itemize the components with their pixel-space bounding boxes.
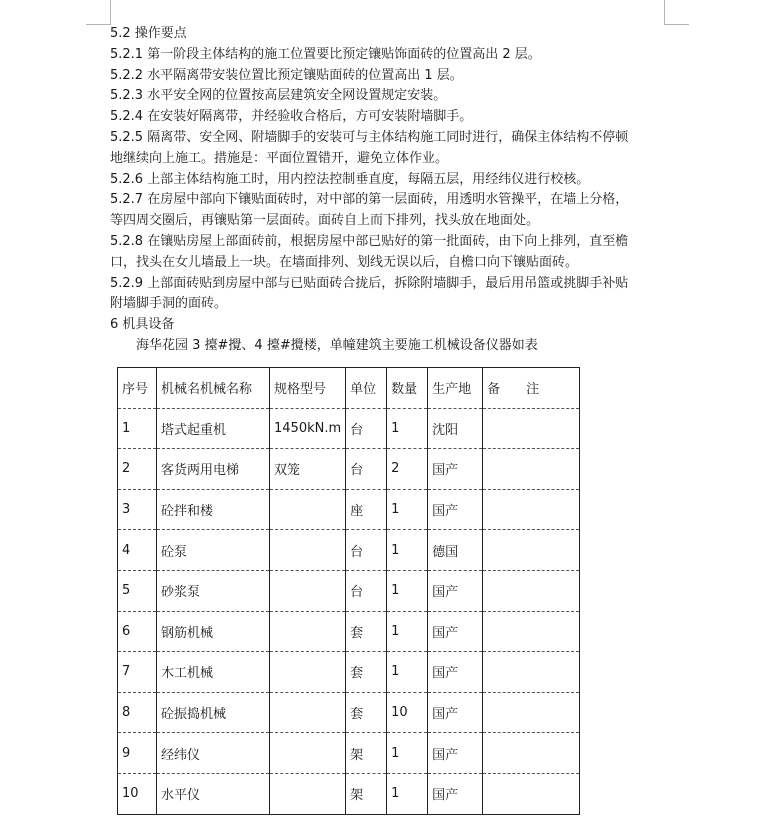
cell-name: 砼振捣机械 (157, 692, 270, 733)
cell-spec: 双笼 (270, 449, 346, 490)
cell-spec (270, 692, 346, 733)
header-cell-remark: 备 注 (483, 368, 580, 409)
table-row (118, 489, 580, 530)
table-row (118, 449, 580, 490)
cell-spec (270, 611, 346, 652)
header-cell-origin: 生产地 (428, 368, 483, 409)
cell-remark (483, 449, 580, 490)
cell-quantity: 1 (387, 408, 428, 449)
cell-name: 砼泵 (157, 530, 270, 571)
paragraph-line: 等四周交圈后，再镶贴第一层面砖。面砖自上而下排列，找头放在地面处。 (110, 213, 540, 229)
cell-quantity: 1 (387, 489, 428, 530)
cell-remark (483, 773, 580, 814)
cell-origin: 国产 (428, 611, 483, 652)
paragraph-line: 附墙脚手洞的面砖。 (110, 296, 228, 312)
table-row (118, 652, 580, 693)
cell-spec (270, 530, 346, 571)
cell-remark (483, 570, 580, 611)
cell-origin: 国产 (428, 652, 483, 693)
cell-origin: 国产 (428, 489, 483, 530)
cell-spec: 1450kN.m (270, 408, 346, 449)
header-cell-index: 序号 (118, 368, 157, 409)
cell-index: 2 (118, 449, 157, 490)
paragraph-line: 5.2.1 第一阶段主体结构的施工位置要比预定镶贴饰面砖的位置高出 2 层。 (110, 46, 541, 62)
header-cell-quantity: 数量 (387, 368, 428, 409)
cell-quantity: 2 (387, 449, 428, 490)
cell-origin: 国产 (428, 570, 483, 611)
cell-unit: 台 (346, 408, 387, 449)
cell-name: 砼拌和楼 (157, 489, 270, 530)
table-row (118, 692, 580, 733)
cell-remark (483, 489, 580, 530)
cell-index: 8 (118, 692, 157, 733)
cell-unit: 套 (346, 652, 387, 693)
section-heading: 5.2 操作要点 (110, 26, 187, 41)
cell-unit: 台 (346, 530, 387, 571)
cell-name: 木工机械 (157, 652, 270, 693)
cell-index: 4 (118, 530, 157, 571)
cell-unit: 架 (346, 733, 387, 774)
cell-name: 经纬仪 (157, 733, 270, 774)
paragraph-line: 5.2.8 在镶贴房屋上部面砖前，根据房屋中部已贴好的第一批面砖，由下向上排列，直至檐 (110, 233, 629, 249)
cell-name: 塔式起重机 (157, 408, 270, 449)
cell-spec (270, 489, 346, 530)
cell-unit: 套 (346, 611, 387, 652)
cell-quantity: 10 (387, 692, 428, 733)
table-header-row (118, 368, 580, 409)
cell-unit: 座 (346, 489, 387, 530)
cell-quantity: 1 (387, 773, 428, 814)
cell-spec (270, 733, 346, 774)
table-row (118, 408, 580, 449)
text-block (110, 24, 670, 336)
paragraph-line: 5.2.5 隔离带、安全网、附墙脚手的安装可与主体结构施工同时进行，确保主体结构不停顿 (110, 129, 629, 145)
cell-index: 1 (118, 408, 157, 449)
paragraph-line: 5.2.3 水平安全网的位置按高层建筑安全网设置规定安装。 (110, 88, 447, 104)
cell-quantity: 1 (387, 733, 428, 774)
cell-index: 6 (118, 611, 157, 652)
cell-quantity: 1 (387, 652, 428, 693)
cell-unit: 套 (346, 692, 387, 733)
cell-remark (483, 652, 580, 693)
paragraph-line: 5.2.4 在安装好隔离带，并经验收合格后，方可安装附墙脚手。 (110, 109, 473, 125)
cell-remark (483, 408, 580, 449)
cell-index: 5 (118, 570, 157, 611)
paragraph-line: 地继续向上施工。措施是：平面位置错开，避免立体作业。 (110, 150, 449, 166)
table-row (118, 530, 580, 571)
paragraph-line: 5.2.9 上部面砖贴到房屋中部与已贴面砖合拢后，拆除附墙脚手，最后用吊篮或挑脚手补贴 (110, 275, 629, 291)
table-row (118, 773, 580, 814)
table-caption: 海华花园 3 擡#攪、4 擡#攪楼，单幢建筑主要施工机械设备仪器如表 (136, 337, 538, 353)
page-corner-mark-left (86, 0, 111, 25)
cell-origin: 沈阳 (428, 408, 483, 449)
cell-origin: 国产 (428, 773, 483, 814)
cell-quantity: 1 (387, 611, 428, 652)
cell-origin: 国产 (428, 449, 483, 490)
paragraph-line: 口，找头在女儿墙最上一块。在墙面排列、划线无误以后，自檐口向下镶贴面砖。 (110, 254, 579, 270)
cell-quantity: 1 (387, 530, 428, 571)
cell-unit: 台 (346, 570, 387, 611)
cell-name: 水平仪 (157, 773, 270, 814)
paragraph-line: 5.2.2 水平隔离带安装位置比预定镶贴面砖的位置高出 1 层。 (110, 67, 463, 83)
cell-remark (483, 692, 580, 733)
table-row (118, 570, 580, 611)
table-row (118, 733, 580, 774)
cell-origin: 国产 (428, 733, 483, 774)
page-corner-mark-right (664, 0, 689, 25)
cell-index: 9 (118, 733, 157, 774)
cell-spec (270, 652, 346, 693)
section-heading: 6 机具设备 (110, 317, 175, 333)
cell-origin: 国产 (428, 692, 483, 733)
cell-index: 10 (118, 773, 157, 814)
cell-remark (483, 611, 580, 652)
cell-unit: 架 (346, 773, 387, 814)
cell-name: 砂浆泵 (157, 570, 270, 611)
cell-unit: 台 (346, 449, 387, 490)
paragraph-line: 5.2.6 上部主体结构施工时，用内控法控制垂直度，每隔五层，用经纬仪进行校核。 (110, 171, 590, 187)
cell-remark (483, 530, 580, 571)
cell-name: 客货两用电梯 (157, 449, 270, 490)
header-cell-name: 机械名机械名称 (157, 368, 270, 409)
cell-spec (270, 570, 346, 611)
cell-index: 7 (118, 652, 157, 693)
document-body (110, 24, 670, 363)
cell-spec (270, 773, 346, 814)
paragraph-line: 5.2.7 在房屋中部向下镶贴面砖时，对中部的第一层面砖，用透明水管操平，在墙上分格， (110, 192, 629, 208)
equipment-table (117, 367, 580, 815)
cell-remark (483, 733, 580, 774)
cell-name: 钢筋机械 (157, 611, 270, 652)
cell-index: 3 (118, 489, 157, 530)
cell-origin: 德国 (428, 530, 483, 571)
cell-quantity: 1 (387, 570, 428, 611)
table-row (118, 611, 580, 652)
header-cell-unit: 单位 (346, 368, 387, 409)
header-cell-spec: 规格型号 (270, 368, 346, 409)
